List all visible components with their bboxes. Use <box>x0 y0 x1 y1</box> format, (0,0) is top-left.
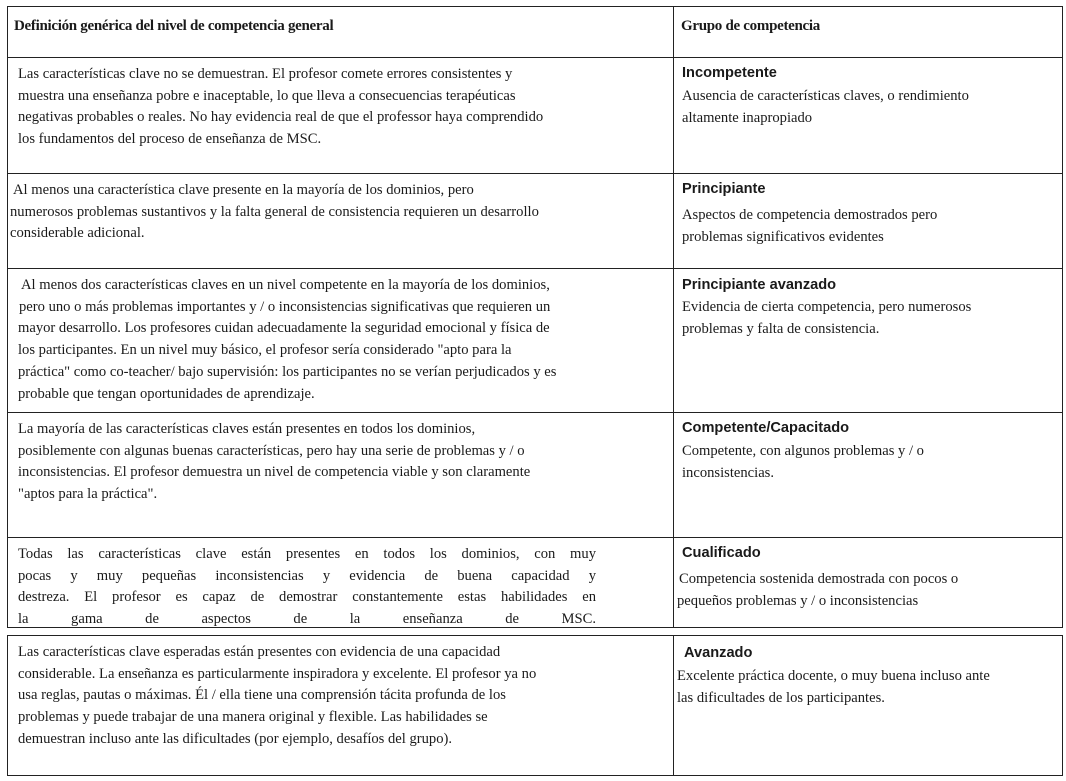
definition-cell <box>8 538 673 629</box>
level-line: problemas y falta de consistencia. <box>682 320 880 337</box>
group-cell <box>675 636 1062 775</box>
definition-line: considerable adicional. <box>10 225 145 242</box>
level-name: Principiante <box>682 181 766 197</box>
definition-line: considerable. La enseñanza es particularmente inspiradora y excelente. El profesor ya no <box>18 665 537 682</box>
level-line: Evidencia de cierta competencia, pero numerosos <box>682 299 972 315</box>
definition-text <box>10 180 539 245</box>
table-row <box>8 173 1062 268</box>
level-line: las dificultades de los participantes. <box>677 689 885 706</box>
level-description <box>682 205 937 248</box>
level-name: Competente/Capacitado <box>682 420 850 436</box>
definition-line: numerosos problemas sustantivos y la falta general de consistencia requieren un desarrollo <box>10 203 539 220</box>
level-name: Principiante avanzado <box>682 277 837 293</box>
definition-line: demuestran incluso ante las dificultades (por ejemplo, desafíos del grupo). <box>18 730 453 747</box>
definition-line: pero uno o más problemas importantes y / o inconsistencias significativas que requieren un <box>19 298 551 315</box>
definition-line: muestra una enseñanza pobre e inaceptable, lo que lleva a consecuencias terapéuticas <box>18 87 516 104</box>
definition-line: Al menos dos características claves en un nivel competente en la mayoría de los dominios, <box>21 277 550 293</box>
level-line: pequeños problemas y / o inconsistencias <box>677 592 919 609</box>
definition-text <box>18 642 536 751</box>
definition-line: problemas y puede trabajar de una manera original y flexible. Las habilidades se <box>18 709 488 726</box>
level-line: Excelente práctica docente, o muy buena incluso ante <box>677 668 990 684</box>
column-header-group: Grupo de competencia <box>681 18 820 34</box>
definition-line: inconsistencias. El profesor demuestra un nivel de competencia viable y son claramente <box>18 464 531 481</box>
definition-text <box>18 419 530 506</box>
definition-line: Las características clave no se demuestran. El profesor comete errores consistentes y <box>18 66 513 82</box>
definition-line: probable que tengan oportunidades de aprendizaje. <box>18 385 315 402</box>
definition-line: "aptos para la práctica". <box>18 486 158 503</box>
level-name: Cualificado <box>682 545 761 561</box>
definition-cell <box>8 636 673 775</box>
definition-line: la gama de aspectos de la enseñanza de MSC. <box>18 611 596 628</box>
table-row <box>8 537 1062 629</box>
level-line: Aspectos de competencia demostrados pero <box>682 207 938 223</box>
level-line: problemas significativos evidentes <box>682 228 884 245</box>
level-line: Competente, con algunos problemas y / o <box>682 443 924 459</box>
level-line: Ausencia de características claves, o rendimiento <box>682 88 969 104</box>
header-cell-group <box>675 7 1062 57</box>
definition-cell <box>8 58 673 173</box>
definition-line: usa reglas, pautas o máximas. Él / ella tiene una comprensión tácita profunda de los <box>18 687 506 704</box>
group-cell <box>675 269 1062 412</box>
competence-table <box>7 6 1063 628</box>
column-header-definition: Definición genérica del nivel de competencia general <box>14 18 334 34</box>
group-cell <box>675 174 1062 268</box>
level-description <box>682 297 971 340</box>
definition-text <box>18 275 668 405</box>
definition-line: destreza. El profesor es capaz de demostrar constantemente estas habilidades en <box>18 589 596 606</box>
level-line: altamente inapropiado <box>682 109 813 126</box>
table-row <box>8 268 1062 412</box>
level-description <box>677 569 958 612</box>
definition-cell <box>8 413 673 537</box>
definition-line: los participantes. En un nivel muy básico, el profesor sería considerado "apto para la <box>18 342 512 359</box>
definition-line: los fundamentos del proceso de enseñanza de MSC. <box>18 131 322 148</box>
definition-line: Las características clave esperadas están presentes con evidencia de una capacidad <box>18 644 501 660</box>
group-cell <box>675 538 1062 629</box>
level-name: Avanzado <box>684 645 753 661</box>
definition-cell <box>8 174 673 268</box>
level-description <box>682 86 969 129</box>
level-name: Incompetente <box>682 65 777 81</box>
definition-cell <box>8 269 673 412</box>
table-row <box>8 412 1062 537</box>
header-cell-definition <box>8 7 673 57</box>
table-header-row <box>8 7 1062 57</box>
definition-line: pocas y muy pequeñas inconsistencias y evidencia de buena capacidad y <box>18 567 596 584</box>
level-description <box>682 441 924 484</box>
definition-text <box>18 544 596 631</box>
group-cell <box>675 58 1062 173</box>
competence-table-continued <box>7 635 1063 776</box>
definition-line: posiblemente con algunas buenas características, pero hay una serie de problemas y / o <box>18 442 525 459</box>
definition-text <box>18 64 543 151</box>
group-cell <box>675 413 1062 537</box>
definition-line: Todas las características clave están presentes en todos los dominios, con muy <box>18 546 596 562</box>
table-row <box>8 636 1062 775</box>
definition-line: Al menos una característica clave presente en la mayoría de los dominios, pero <box>13 182 474 198</box>
definition-line: La mayoría de las características claves están presentes en todos los dominios, <box>18 421 476 437</box>
level-line: inconsistencias. <box>682 464 775 481</box>
definition-line: práctica" como co-teacher/ bajo supervisión: los participantes no se verían perjudicados y es <box>18 363 557 380</box>
level-description <box>677 666 990 709</box>
definition-line: mayor desarrollo. Los profesores cuidan adecuadamente la seguridad emocional y física de <box>18 320 550 337</box>
definition-line: negativas probables o reales. No hay evidencia real de que el professor haya comprendido <box>18 109 544 126</box>
table-row <box>8 57 1062 173</box>
level-line: Competencia sostenida demostrada con pocos o <box>679 571 959 587</box>
